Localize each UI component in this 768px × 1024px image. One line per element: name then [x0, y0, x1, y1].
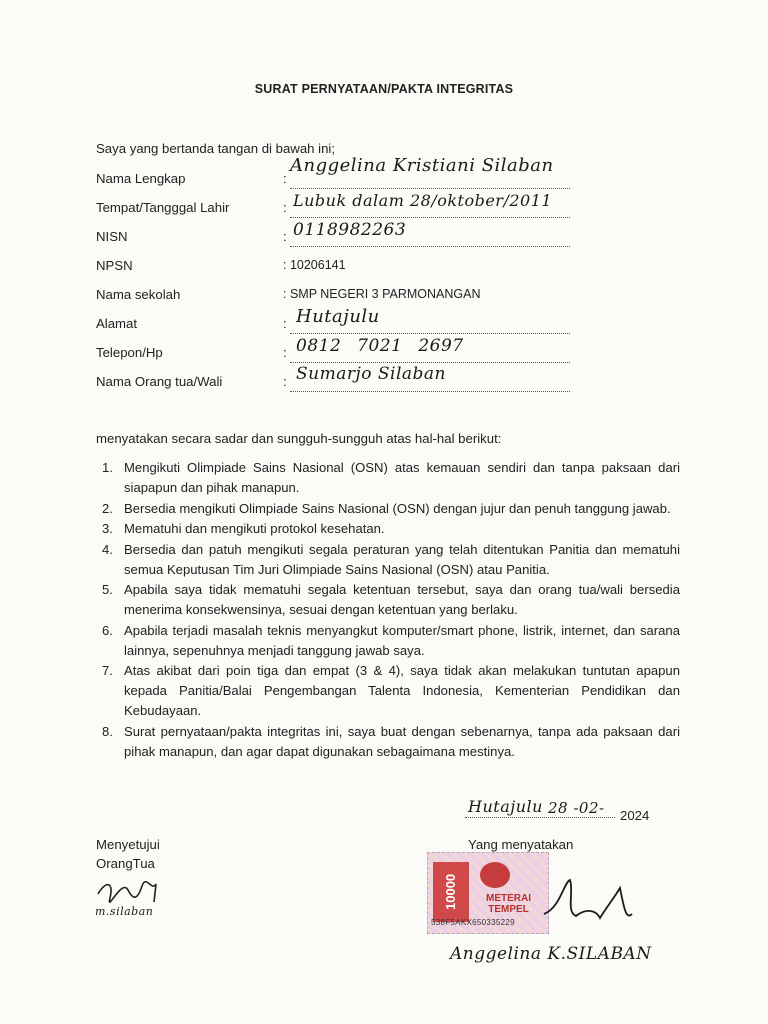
- field-label-full-name: Nama Lengkap: [96, 171, 186, 186]
- field-value-full-name: Anggelina Kristiani Silaban: [290, 155, 554, 176]
- field-colon: :: [283, 200, 287, 215]
- field-label-address: Alamat: [96, 316, 138, 331]
- field-value-nisn: 0118982263: [293, 220, 407, 240]
- garuda-emblem-icon: [480, 862, 510, 888]
- parent-label: OrangTua: [96, 856, 155, 871]
- list-item: 6. Apabila terjadi masalah teknis menyangkut komputer/smart phone, listrik, internet, dan sarana lainnya, sepenuhnya menjadi tanggung jawab saya.: [102, 622, 680, 658]
- list-item: 7. Atas akibat dari poin tiga dan empat (3 & 4), saya tidak akan melakukan tuntutan apapun kepada Panitia/Balai Pengembangan Talenta Indonesia, Kementerian Pendidikan dan Kebudayaan.: [102, 663, 680, 718]
- list-item: 2. Bersedia mengikuti Olimpiade Sains Nasional (OSN) dengan jujur dan penuh tanggung jawab.: [102, 500, 671, 516]
- list-item: 5. Apabila saya tidak mematuhi segala ketentuan tersebut, saya dan orang tua/wali bersedia menerima konsekwensinya, sesuai dengan ketentuan yang berlaku.: [102, 582, 680, 617]
- field-colon: :: [283, 171, 287, 186]
- field-label-phone: Telepon/Hp: [96, 345, 163, 360]
- field-label-parent: Nama Orang tua/Wali: [96, 374, 223, 389]
- date-year: 2024: [620, 808, 650, 823]
- stamp-value: 10000: [433, 862, 469, 922]
- intro-text: Saya yang bertanda tangan di bawah ini;: [96, 141, 336, 156]
- statement-points-list: [96, 458, 680, 762]
- field-colon: :: [283, 316, 287, 331]
- field-value-address: Hutajulu: [296, 306, 380, 327]
- date-daymonth: 28 -02-: [548, 799, 605, 817]
- declarant-label: Yang menyatakan: [468, 837, 574, 852]
- approval-label: Menyetujui: [96, 837, 160, 852]
- field-value-birth: Lubuk dalam 28/oktober/2011: [293, 191, 553, 210]
- list-item: 8. Surat pernyataan/pakta integritas ini, saya buat dengan sebenarnya, tanpa ada paksaan dari pihak manapun, dan agar dapat digunakan sebagaimana mestinya.: [102, 723, 680, 759]
- parent-signature-name: m.silaban: [95, 905, 154, 918]
- document-title: SURAT PERNYATAAN/PAKTA INTEGRITAS: [254, 82, 514, 96]
- list-item: 4. Bersedia dan patuh mengikuti segala peraturan yang telah ditentukan Panitia dan mematuhi semua Keputusan Tim Juri Olimpiade Sains Nasional (OSN) atau Panitia.: [102, 541, 680, 577]
- field-colon: :: [283, 345, 287, 360]
- field-label-school: Nama sekolah: [96, 287, 181, 302]
- declarant-name: Anggelina K.SILABAN: [450, 944, 652, 964]
- field-value-school: : SMP NEGERI 3 PARMONANGAN: [283, 287, 481, 301]
- parent-signature: [92, 872, 192, 932]
- declarant-signature: [540, 868, 650, 938]
- field-label-npsn: NPSN: [96, 258, 133, 273]
- list-item: 3. Mematuhi dan mengikuti protokol kesehatan.: [102, 521, 385, 536]
- stamp-serial: 538F5AKX650335229: [431, 918, 515, 927]
- field-value-npsn: : 10206141: [283, 258, 346, 272]
- list-item: 1. Mengikuti Olimpiade Sains Nasional (OSN) atas kemauan sendiri dan tanpa paksaan dari siapapun dan pihak manapun.: [102, 460, 680, 495]
- field-value-parent: Sumarjo Silaban: [296, 364, 447, 384]
- statement-text: menyatakan secara sadar dan sungguh-sungguh atas hal-hal berikut:: [96, 431, 502, 446]
- field-value-phone: 0812 7021 2697: [296, 336, 464, 356]
- field-label-birth: Tempat/Tangggal Lahir: [96, 200, 230, 215]
- stamp-title: METERAI TEMPEL: [486, 893, 531, 915]
- field-colon: :: [283, 229, 287, 244]
- field-colon: :: [283, 374, 287, 389]
- date-place: Hutajulu: [468, 797, 543, 816]
- field-label-nisn: NISN: [96, 229, 128, 244]
